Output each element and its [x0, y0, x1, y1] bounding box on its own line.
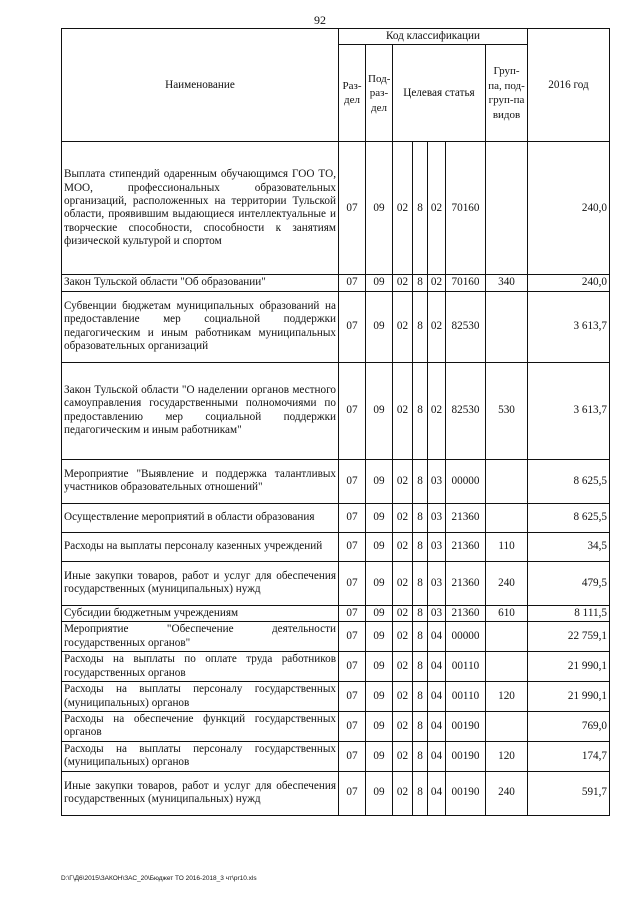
row-name: Субсидии бюджетным учреждениям [62, 605, 339, 621]
table-row [62, 362, 610, 459]
row-amount: 22 759,1 [528, 622, 610, 652]
row-name: Выплата стипендий одаренным обучающимся ГОО ТО, МОО, профессиональных образовательных организаций, расположенных на территории Тульской области, проявившим выдающиеся интеллектуальные и творческие способности, способности к занятиям физической культурой и спортом [62, 142, 339, 275]
row-amount: 3 613,7 [528, 291, 610, 362]
row-name: Мероприятие "Выявление и поддержка талантливых участников образовательных отношений" [62, 459, 339, 503]
header-classification: Код классификации [339, 29, 528, 45]
header-target: Целевая статья [393, 45, 486, 142]
row-section: 07 [339, 711, 366, 741]
row-target-program: 02 [393, 142, 413, 275]
row-expense-type [486, 142, 528, 275]
row-name: Субвенции бюджетам муниципальных образований на предоставление мер социальной поддержки педагогическим и иным работникам муниципальных образовательных организаций [62, 291, 339, 362]
row-name: Мероприятие "Обеспечение деятельности государственных органов" [62, 622, 339, 652]
row-section: 07 [339, 771, 366, 815]
table-row [62, 605, 610, 621]
row-subsection: 09 [366, 622, 393, 652]
table-row [62, 682, 610, 712]
row-section: 07 [339, 362, 366, 459]
row-target-program: 02 [393, 561, 413, 605]
table-row [62, 532, 610, 561]
row-target-subprogram: 8 [413, 291, 428, 362]
row-amount: 174,7 [528, 741, 610, 771]
row-subsection: 09 [366, 682, 393, 712]
row-expense-type [486, 652, 528, 682]
row-amount: 769,0 [528, 711, 610, 741]
row-name: Закон Тульской области "Об образовании" [62, 275, 339, 291]
row-target-program: 02 [393, 771, 413, 815]
row-target-program: 02 [393, 532, 413, 561]
row-name: Расходы на выплаты по оплате труда работников государственных органов [62, 652, 339, 682]
row-target-program: 02 [393, 291, 413, 362]
row-amount: 8 111,5 [528, 605, 610, 621]
row-target-program: 02 [393, 459, 413, 503]
table-row [62, 561, 610, 605]
row-expense-type: 110 [486, 532, 528, 561]
row-target-direction: 82530 [446, 291, 486, 362]
row-name: Расходы на обеспечение функций государственных органов [62, 711, 339, 741]
row-subsection: 09 [366, 459, 393, 503]
row-target-subprogram: 8 [413, 711, 428, 741]
row-target-event: 03 [428, 561, 446, 605]
row-target-program: 02 [393, 503, 413, 532]
row-subsection: 09 [366, 605, 393, 621]
row-amount: 8 625,5 [528, 459, 610, 503]
page-number: 92 [314, 13, 326, 27]
table-row [62, 741, 610, 771]
row-expense-type [486, 459, 528, 503]
row-target-event: 03 [428, 503, 446, 532]
table-row [62, 771, 610, 815]
header-year: 2016 год [528, 29, 610, 142]
row-subsection: 09 [366, 771, 393, 815]
row-target-program: 02 [393, 362, 413, 459]
row-name: Иные закупки товаров, работ и услуг для обеспечения государственных (муниципальных) нужд [62, 771, 339, 815]
row-target-direction: 00110 [446, 682, 486, 712]
row-amount: 479,5 [528, 561, 610, 605]
row-amount: 21 990,1 [528, 652, 610, 682]
row-target-subprogram: 8 [413, 682, 428, 712]
row-target-program: 02 [393, 741, 413, 771]
row-target-event: 04 [428, 741, 446, 771]
row-expense-type: 120 [486, 682, 528, 712]
row-section: 07 [339, 605, 366, 621]
row-section: 07 [339, 275, 366, 291]
row-target-event: 04 [428, 711, 446, 741]
row-target-event: 02 [428, 142, 446, 275]
row-expense-type [486, 291, 528, 362]
row-section: 07 [339, 741, 366, 771]
row-target-direction: 00110 [446, 652, 486, 682]
row-target-direction: 21360 [446, 503, 486, 532]
row-target-event: 03 [428, 605, 446, 621]
row-section: 07 [339, 291, 366, 362]
header-name: Наименование [62, 29, 339, 142]
row-target-event: 02 [428, 291, 446, 362]
header-subsection: Под-раз-дел [366, 45, 393, 142]
row-subsection: 09 [366, 291, 393, 362]
row-target-subprogram: 8 [413, 622, 428, 652]
table-row [62, 291, 610, 362]
row-target-direction: 70160 [446, 275, 486, 291]
row-name: Расходы на выплаты персоналу казенных учреждений [62, 532, 339, 561]
row-amount: 3 613,7 [528, 362, 610, 459]
row-subsection: 09 [366, 711, 393, 741]
row-name: Осуществление мероприятий в области образования [62, 503, 339, 532]
row-section: 07 [339, 503, 366, 532]
row-target-event: 03 [428, 459, 446, 503]
table-row [62, 459, 610, 503]
row-subsection: 09 [366, 652, 393, 682]
row-expense-type: 120 [486, 741, 528, 771]
file-path-footer: D:\Г\Д6\2015\ЗАКОН\ЗАС_20\Бюджет ТО 2016-2018_3 чт\pr10.xls [61, 875, 257, 882]
header-row [62, 29, 610, 45]
row-target-program: 02 [393, 275, 413, 291]
table-row [62, 142, 610, 275]
row-amount: 8 625,5 [528, 503, 610, 532]
row-expense-type: 240 [486, 561, 528, 605]
row-expense-type: 530 [486, 362, 528, 459]
row-target-subprogram: 8 [413, 459, 428, 503]
row-target-subprogram: 8 [413, 503, 428, 532]
row-target-subprogram: 8 [413, 561, 428, 605]
row-amount: 21 990,1 [528, 682, 610, 712]
row-expense-type [486, 711, 528, 741]
table-row [62, 622, 610, 652]
row-amount: 240,0 [528, 275, 610, 291]
row-target-direction: 21360 [446, 605, 486, 621]
row-subsection: 09 [366, 142, 393, 275]
row-expense-type [486, 503, 528, 532]
header-section: Раз-дел [339, 45, 366, 142]
row-target-subprogram: 8 [413, 605, 428, 621]
row-expense-type: 340 [486, 275, 528, 291]
row-section: 07 [339, 459, 366, 503]
row-section: 07 [339, 142, 366, 275]
row-section: 07 [339, 682, 366, 712]
row-subsection: 09 [366, 561, 393, 605]
row-target-subprogram: 8 [413, 362, 428, 459]
row-target-program: 02 [393, 622, 413, 652]
table-row [62, 503, 610, 532]
row-subsection: 09 [366, 275, 393, 291]
row-subsection: 09 [366, 741, 393, 771]
row-target-program: 02 [393, 652, 413, 682]
row-target-event: 02 [428, 362, 446, 459]
row-section: 07 [339, 561, 366, 605]
row-target-direction: 21360 [446, 532, 486, 561]
row-target-direction: 00000 [446, 622, 486, 652]
row-target-direction: 21360 [446, 561, 486, 605]
row-name: Закон Тульской области "О наделении органов местного самоуправления государственными полномочиями по предоставлению мер социальной поддержки педагогическим и иным работникам" [62, 362, 339, 459]
budget-table [61, 28, 610, 816]
row-target-program: 02 [393, 711, 413, 741]
row-target-event: 04 [428, 682, 446, 712]
table-row [62, 652, 610, 682]
row-target-subprogram: 8 [413, 771, 428, 815]
row-amount: 34,5 [528, 532, 610, 561]
row-target-program: 02 [393, 605, 413, 621]
row-amount: 591,7 [528, 771, 610, 815]
row-expense-type: 240 [486, 771, 528, 815]
row-amount: 240,0 [528, 142, 610, 275]
row-subsection: 09 [366, 503, 393, 532]
row-expense-type: 610 [486, 605, 528, 621]
row-target-direction: 00000 [446, 459, 486, 503]
row-target-subprogram: 8 [413, 532, 428, 561]
row-target-subprogram: 8 [413, 652, 428, 682]
row-target-subprogram: 8 [413, 741, 428, 771]
row-target-event: 02 [428, 275, 446, 291]
table-row [62, 275, 610, 291]
row-subsection: 09 [366, 362, 393, 459]
row-target-program: 02 [393, 682, 413, 712]
row-target-subprogram: 8 [413, 142, 428, 275]
row-target-event: 04 [428, 771, 446, 815]
row-name: Расходы на выплаты персоналу государственных (муниципальных) органов [62, 741, 339, 771]
row-target-direction: 82530 [446, 362, 486, 459]
table-row [62, 711, 610, 741]
row-target-subprogram: 8 [413, 275, 428, 291]
row-target-event: 04 [428, 652, 446, 682]
row-subsection: 09 [366, 532, 393, 561]
row-section: 07 [339, 652, 366, 682]
row-name: Расходы на выплаты персоналу государственных (муниципальных) органов [62, 682, 339, 712]
row-name: Иные закупки товаров, работ и услуг для обеспечения государственных (муниципальных) нужд [62, 561, 339, 605]
row-expense-type [486, 622, 528, 652]
row-section: 07 [339, 622, 366, 652]
row-target-direction: 00190 [446, 711, 486, 741]
row-target-event: 04 [428, 622, 446, 652]
row-target-event: 03 [428, 532, 446, 561]
row-section: 07 [339, 532, 366, 561]
row-target-direction: 00190 [446, 741, 486, 771]
header-group: Груп-па, под-груп-па видов [486, 45, 528, 142]
row-target-direction: 70160 [446, 142, 486, 275]
row-target-direction: 00190 [446, 771, 486, 815]
